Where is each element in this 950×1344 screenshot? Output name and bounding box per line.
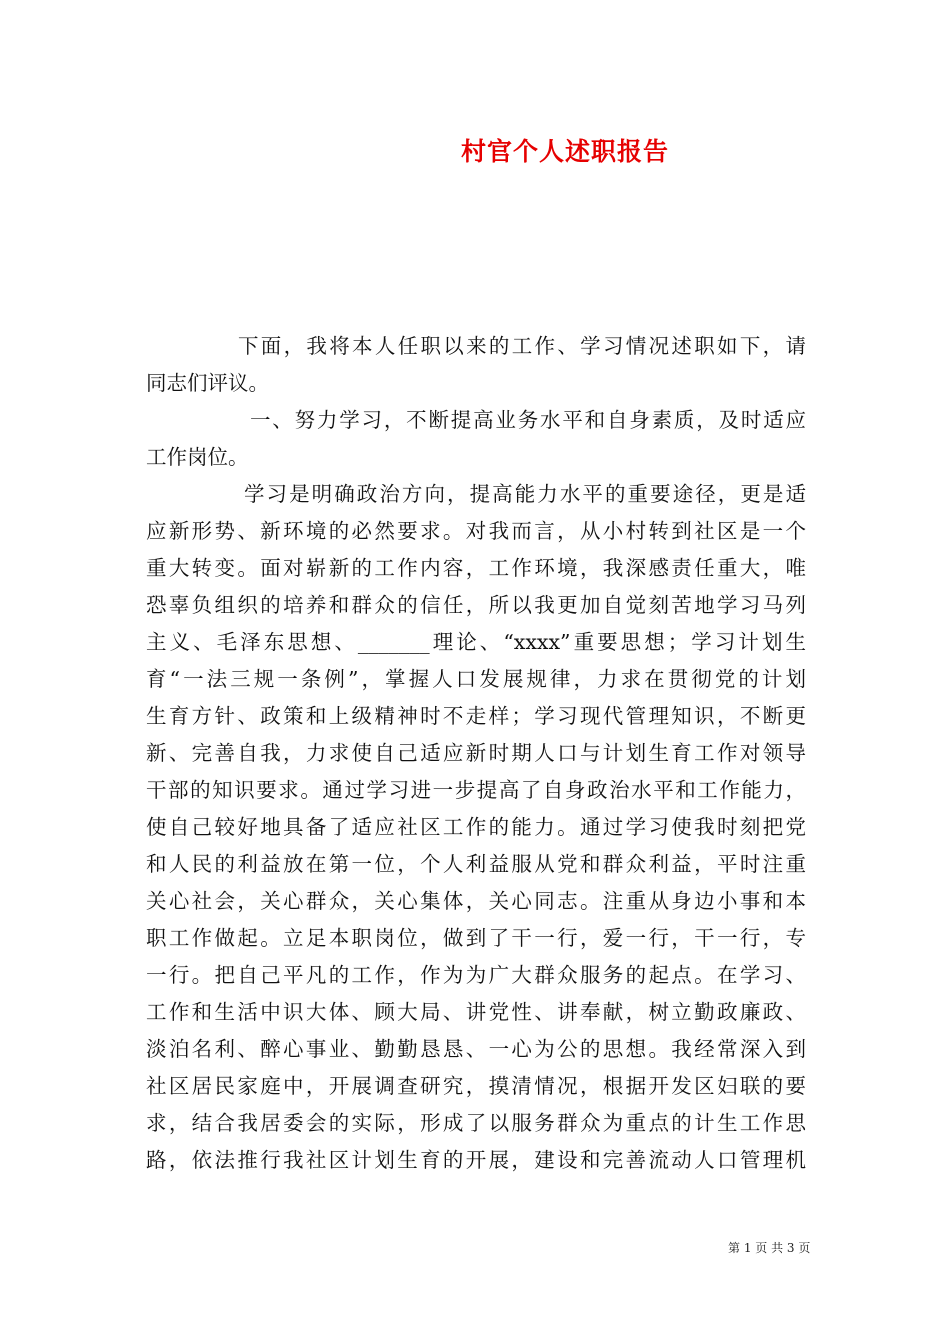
text-line: 一行。把自己平凡的工作，作为为广大群众服务的起点。在学习、 xyxy=(146,963,806,987)
text-line: 社区居民家庭中，开展调查研究，摸清情况，根据开发区妇联的要 xyxy=(146,1074,806,1098)
text-line: 主义、毛泽东思想、_______理论、“xxxx”重要思想；学习计划生 xyxy=(146,630,806,654)
text-line: 工作和生活中识大体、顾大局、讲党性、讲奉献，树立勤政廉政、 xyxy=(146,1000,806,1024)
text-line: 关心社会，关心群众，关心集体，关心同志。注重从身边小事和本 xyxy=(146,889,806,913)
text-line: 同志们评议。 xyxy=(146,371,269,395)
page-number-footer: 第 1 页 共 3 页 xyxy=(728,1241,811,1255)
text-line: 学习是明确政治方向，提高能力水平的重要途径，更是适 xyxy=(244,482,806,506)
document-body xyxy=(146,328,806,1179)
text-line: 干部的知识要求。通过学习进一步提高了自身政治水平和工作能力， xyxy=(146,778,806,802)
page-title: 村官个人述职报告 xyxy=(460,137,669,166)
text-line: 育“一法三规一条例”，掌握人口发展规律，力求在贯彻党的计划 xyxy=(146,667,806,691)
text-line: 生育方针、政策和上级精神时不走样；学习现代管理知识，不断更 xyxy=(146,704,806,728)
text-line: 使自己较好地具备了适应社区工作的能力。通过学习使我时刻把党 xyxy=(146,815,806,839)
text-line: 求，结合我居委会的实际，形成了以服务群众为重点的计生工作思 xyxy=(146,1111,806,1135)
text-line: 淡泊名利、醉心事业、勤勤恳恳、一心为公的思想。我经常深入到 xyxy=(146,1037,806,1061)
text-line: 路，依法推行我社区计划生育的开展，建设和完善流动人口管理机 xyxy=(146,1148,806,1172)
text-line: 职工作做起。立足本职岗位，做到了干一行，爱一行，干一行，专 xyxy=(146,926,806,950)
text-line: 一、努力学习，不断提高业务水平和自身素质，及时适应 xyxy=(250,408,806,432)
text-line: 重大转变。面对崭新的工作内容，工作环境，我深感责任重大，唯 xyxy=(146,556,806,580)
text-line: 工作岗位。 xyxy=(146,445,249,469)
text-line: 应新形势、新环境的必然要求。对我而言，从小村转到社区是一个 xyxy=(146,519,806,543)
text-line: 下面，我将本人任职以来的工作、学习情况述职如下，请 xyxy=(238,334,806,358)
text-line: 和人民的利益放在第一位，个人利益服从党和群众利益，平时注重 xyxy=(146,852,806,876)
text-line: 恐辜负组织的培养和群众的信任，所以我更加自觉刻苦地学习马列 xyxy=(146,593,806,617)
text-line: 新、完善自我，力求使自己适应新时期人口与计划生育工作对领导 xyxy=(146,741,806,765)
